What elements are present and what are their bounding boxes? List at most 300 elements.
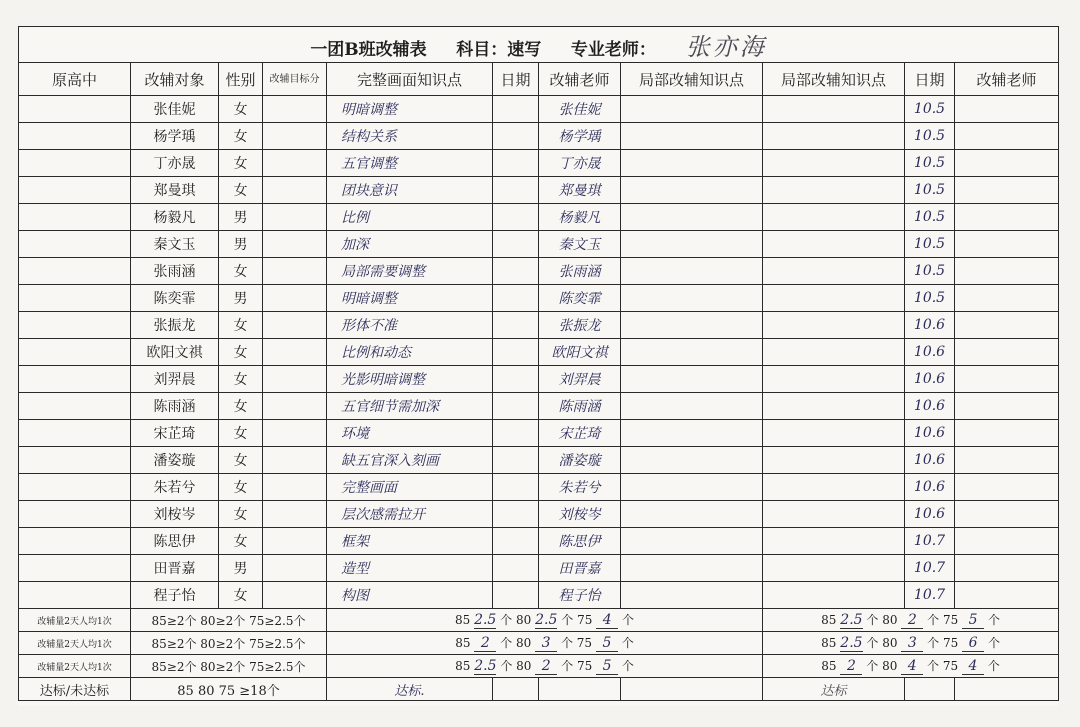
local-point-1 (621, 123, 763, 150)
date-cell (493, 231, 539, 258)
review-date: 10.5 (905, 285, 955, 312)
stat-75-count: 4 (596, 612, 618, 629)
student-gender: 男 (219, 204, 263, 231)
student-signature: 刘桉岑 (539, 501, 621, 528)
review-date: 10.6 (905, 474, 955, 501)
local-point-1 (621, 420, 763, 447)
review-date: 10.6 (905, 339, 955, 366)
local-point-1 (621, 393, 763, 420)
sheet-title: 一团B班改辅表 (310, 40, 427, 60)
student-signature: 杨毅凡 (539, 204, 621, 231)
target-cell (263, 582, 327, 609)
student-signature: 陈雨涵 (539, 393, 621, 420)
student-signature: 陈奕霏 (539, 285, 621, 312)
date-cell (493, 123, 539, 150)
stat-unit: 个 (621, 636, 634, 650)
school-cell (19, 555, 131, 582)
local-point-2 (763, 555, 905, 582)
teacher-cell (955, 393, 1059, 420)
date-cell (493, 420, 539, 447)
school-cell (19, 339, 131, 366)
full-point-note: 构图 (327, 582, 493, 609)
stat-80-count: 2 (535, 658, 557, 675)
stat-unit: 个 (500, 636, 513, 650)
local-point-1 (621, 447, 763, 474)
stat-unit: 个 (927, 659, 940, 673)
review-date: 10.6 (905, 447, 955, 474)
date-cell (493, 393, 539, 420)
local-point-2 (763, 258, 905, 285)
table-row (19, 150, 1059, 177)
table-row (19, 312, 1059, 339)
target-cell (263, 231, 327, 258)
local-point-1 (621, 474, 763, 501)
stat-unit: 个 (500, 659, 513, 673)
stat-85-count: 2.5 (840, 635, 863, 651)
teacher-cell (955, 96, 1059, 123)
full-point-note: 比例和动态 (327, 339, 493, 366)
stat-label: 改辅量2天人均1次 (19, 609, 131, 632)
school-cell (19, 447, 131, 474)
target-cell (263, 150, 327, 177)
stat-85-label: 85 (821, 636, 837, 650)
stat-80-count: 4 (901, 658, 923, 675)
local-point-2 (763, 96, 905, 123)
student-gender: 女 (219, 501, 263, 528)
stat-80-count: 3 (901, 635, 923, 652)
table-row (19, 474, 1059, 501)
local-point-2 (763, 204, 905, 231)
header-local-2: 局部改辅知识点 (763, 63, 905, 96)
stat-80-label: 80 (516, 613, 532, 627)
local-point-2 (763, 528, 905, 555)
teacher-cell (955, 150, 1059, 177)
stat-unit: 个 (927, 613, 940, 627)
header-target: 改辅目标分 (263, 63, 327, 96)
full-point-note: 缺五官深入刻画 (327, 447, 493, 474)
header-row (19, 63, 1059, 96)
student-signature: 杨学瑀 (539, 123, 621, 150)
student-name: 杨毅凡 (131, 204, 219, 231)
student-signature: 程子怡 (539, 582, 621, 609)
table-row (19, 501, 1059, 528)
school-cell (19, 420, 131, 447)
review-date: 10.6 (905, 501, 955, 528)
tutoring-sheet (18, 26, 1058, 706)
target-cell (263, 420, 327, 447)
full-point-note: 形体不准 (327, 312, 493, 339)
local-point-1 (621, 231, 763, 258)
stat-85-count: 2 (474, 635, 496, 652)
student-gender: 女 (219, 123, 263, 150)
target-cell (263, 123, 327, 150)
review-date: 10.5 (905, 123, 955, 150)
date-cell (493, 312, 539, 339)
review-date: 10.5 (905, 96, 955, 123)
stat-target: 85≥2个 80≥2个 75≥2.5个 (131, 609, 327, 632)
stat-75-label: 75 (943, 636, 959, 650)
review-date: 10.7 (905, 555, 955, 582)
school-cell (19, 123, 131, 150)
student-gender: 男 (219, 555, 263, 582)
stat-80-label: 80 (516, 636, 532, 650)
stat-80-label: 80 (882, 659, 898, 673)
local-point-2 (763, 474, 905, 501)
student-name: 宋芷琦 (131, 420, 219, 447)
student-name: 朱若兮 (131, 474, 219, 501)
tutoring-table (18, 26, 1059, 701)
date-cell (493, 528, 539, 555)
student-name: 陈雨涵 (131, 393, 219, 420)
final-right-result: 达标 (763, 678, 905, 701)
full-point-note: 层次感需拉开 (327, 501, 493, 528)
student-gender: 女 (219, 339, 263, 366)
title-cell (19, 27, 1059, 63)
full-point-note: 局部需要调整 (327, 258, 493, 285)
title-row (19, 27, 1059, 63)
student-signature: 潘姿璇 (539, 447, 621, 474)
header-local-1: 局部改辅知识点 (621, 63, 763, 96)
review-date: 10.6 (905, 366, 955, 393)
student-name: 田晋嘉 (131, 555, 219, 582)
student-gender: 女 (219, 528, 263, 555)
local-point-1 (621, 555, 763, 582)
full-point-note: 光影明暗调整 (327, 366, 493, 393)
review-date: 10.7 (905, 582, 955, 609)
stat-80-label: 80 (516, 659, 532, 673)
student-name: 丁亦晟 (131, 150, 219, 177)
stat-85-label: 85 (455, 636, 471, 650)
full-point-note: 环境 (327, 420, 493, 447)
stat-left-counts (327, 655, 763, 678)
teacher-cell (955, 447, 1059, 474)
date-cell (493, 258, 539, 285)
local-point-1 (621, 528, 763, 555)
stat-target: 85≥2个 80≥2个 75≥2.5个 (131, 655, 327, 678)
school-cell (19, 528, 131, 555)
header-date-1: 日期 (493, 63, 539, 96)
full-point-note: 五官调整 (327, 150, 493, 177)
student-signature: 张佳妮 (539, 96, 621, 123)
target-cell (263, 204, 327, 231)
final-left-result: 达标. (327, 678, 493, 701)
student-name: 欧阳文祺 (131, 339, 219, 366)
full-point-note: 比例 (327, 204, 493, 231)
target-cell (263, 393, 327, 420)
stat-unit: 个 (987, 636, 1000, 650)
local-point-2 (763, 393, 905, 420)
stat-row (19, 609, 1059, 632)
target-cell (263, 555, 327, 582)
target-cell (263, 447, 327, 474)
table-row (19, 177, 1059, 204)
student-name: 秦文玉 (131, 231, 219, 258)
student-gender: 女 (219, 366, 263, 393)
final-row (19, 678, 1059, 701)
school-cell (19, 393, 131, 420)
stat-unit: 个 (927, 636, 940, 650)
stat-right-counts (763, 632, 1059, 655)
stat-75-label: 75 (943, 613, 959, 627)
stat-85-label: 85 (821, 613, 837, 627)
local-point-1 (621, 285, 763, 312)
stat-label: 改辅量2天人均1次 (19, 655, 131, 678)
local-point-2 (763, 366, 905, 393)
review-date: 10.5 (905, 231, 955, 258)
local-point-1 (621, 150, 763, 177)
final-empty-5 (955, 678, 1059, 701)
stat-unit: 个 (987, 613, 1000, 627)
date-cell (493, 366, 539, 393)
date-cell (493, 177, 539, 204)
teacher-cell (955, 177, 1059, 204)
table-row (19, 528, 1059, 555)
table-row (19, 420, 1059, 447)
stat-80-count: 2.5 (535, 612, 558, 628)
student-gender: 男 (219, 285, 263, 312)
target-cell (263, 96, 327, 123)
stat-unit: 个 (622, 613, 635, 627)
target-cell (263, 339, 327, 366)
local-point-2 (763, 177, 905, 204)
target-cell (263, 258, 327, 285)
teacher-label: 专业老师： (570, 40, 656, 60)
teacher-cell (955, 501, 1059, 528)
table-row (19, 339, 1059, 366)
stat-85-label: 85 (454, 613, 471, 627)
full-point-note: 明暗调整 (327, 96, 493, 123)
local-point-2 (763, 501, 905, 528)
table-row (19, 123, 1059, 150)
school-cell (19, 231, 131, 258)
target-cell (263, 474, 327, 501)
target-cell (263, 177, 327, 204)
school-cell (19, 177, 131, 204)
student-name: 潘姿璇 (131, 447, 219, 474)
student-name: 刘桉岑 (131, 501, 219, 528)
stat-85-label: 85 (821, 659, 837, 673)
table-row (19, 582, 1059, 609)
local-point-2 (763, 231, 905, 258)
local-point-2 (763, 285, 905, 312)
teacher-cell (955, 285, 1059, 312)
teacher-cell (955, 339, 1059, 366)
stat-75-count: 5 (596, 635, 618, 652)
local-point-2 (763, 312, 905, 339)
student-gender: 女 (219, 96, 263, 123)
table-row (19, 366, 1059, 393)
teacher-cell (955, 528, 1059, 555)
local-point-1 (621, 96, 763, 123)
table-row (19, 555, 1059, 582)
student-name: 张雨涵 (131, 258, 219, 285)
local-point-1 (621, 501, 763, 528)
header-school: 原高中 (19, 63, 131, 96)
header-full-point: 完整画面知识点 (327, 63, 493, 96)
stat-75-count: 6 (962, 635, 984, 652)
student-signature: 郑曼琪 (539, 177, 621, 204)
stat-right-counts (763, 655, 1059, 678)
stat-75-count: 4 (962, 658, 984, 675)
teacher-signature: 张亦海 (685, 33, 767, 61)
table-row (19, 231, 1059, 258)
stat-unit: 个 (866, 613, 879, 627)
local-point-1 (621, 312, 763, 339)
student-name: 刘羿晨 (131, 366, 219, 393)
local-point-1 (621, 582, 763, 609)
stat-80-count: 2 (901, 612, 923, 629)
review-date: 10.5 (905, 150, 955, 177)
school-cell (19, 285, 131, 312)
stat-80-label: 80 (882, 613, 898, 627)
student-gender: 女 (219, 393, 263, 420)
full-point-note: 造型 (327, 555, 493, 582)
date-cell (493, 447, 539, 474)
header-gender: 性别 (219, 63, 263, 96)
date-cell (493, 204, 539, 231)
student-rows (19, 96, 1059, 609)
local-point-2 (763, 150, 905, 177)
full-point-note: 框架 (327, 528, 493, 555)
local-point-2 (763, 420, 905, 447)
stat-label: 改辅量2天人均1次 (19, 632, 131, 655)
local-point-2 (763, 123, 905, 150)
review-date: 10.5 (905, 258, 955, 285)
school-cell (19, 501, 131, 528)
table-row (19, 204, 1059, 231)
school-cell (19, 312, 131, 339)
student-name: 张佳妮 (131, 96, 219, 123)
student-signature: 田晋嘉 (539, 555, 621, 582)
local-point-2 (763, 339, 905, 366)
local-point-2 (763, 447, 905, 474)
school-cell (19, 258, 131, 285)
student-signature: 陈思伊 (539, 528, 621, 555)
student-name: 郑曼琪 (131, 177, 219, 204)
student-gender: 女 (219, 312, 263, 339)
teacher-cell (955, 420, 1059, 447)
student-gender: 女 (219, 474, 263, 501)
stat-80-label: 80 (882, 636, 898, 650)
student-signature: 朱若兮 (539, 474, 621, 501)
final-target: 85 80 75 ≥18个 (131, 678, 327, 701)
stat-75-count: 5 (596, 658, 618, 675)
student-signature: 刘羿晨 (539, 366, 621, 393)
stat-85-count: 2.5 (474, 658, 497, 674)
review-date: 10.7 (905, 528, 955, 555)
date-cell (493, 339, 539, 366)
final-label: 达标/未达标 (19, 678, 131, 701)
table-row (19, 393, 1059, 420)
review-date: 10.6 (905, 312, 955, 339)
school-cell (19, 204, 131, 231)
stat-unit: 个 (987, 659, 1000, 673)
stat-unit: 个 (866, 659, 879, 673)
final-empty-4 (905, 678, 955, 701)
student-name: 张振龙 (131, 312, 219, 339)
header-date-2: 日期 (905, 63, 955, 96)
target-cell (263, 528, 327, 555)
stat-target: 85≥2个 80≥2个 75≥2.5个 (131, 632, 327, 655)
stat-unit: 个 (500, 613, 513, 627)
review-date: 10.5 (905, 204, 955, 231)
full-point-note: 完整画面 (327, 474, 493, 501)
stat-row (19, 655, 1059, 678)
stat-85-label: 85 (455, 659, 471, 673)
student-signature: 张振龙 (539, 312, 621, 339)
stat-unit: 个 (866, 636, 879, 650)
header-teacher-2: 改辅老师 (955, 63, 1059, 96)
student-gender: 女 (219, 447, 263, 474)
stat-85-count: 2 (840, 658, 862, 675)
subject-label: 科目：速写 (456, 40, 542, 60)
teacher-cell (955, 123, 1059, 150)
local-point-1 (621, 177, 763, 204)
stat-right-counts (763, 609, 1059, 632)
stat-left-counts (327, 609, 763, 632)
table-row (19, 285, 1059, 312)
student-gender: 男 (219, 231, 263, 258)
stat-75-count: 5 (962, 612, 984, 629)
date-cell (493, 501, 539, 528)
target-cell (263, 312, 327, 339)
full-point-note: 团块意识 (327, 177, 493, 204)
student-gender: 女 (219, 177, 263, 204)
local-point-1 (621, 366, 763, 393)
stat-unit: 个 (560, 636, 573, 650)
full-point-note: 加深 (327, 231, 493, 258)
student-name: 陈思伊 (131, 528, 219, 555)
stat-85-count: 2.5 (840, 612, 863, 628)
review-date: 10.6 (905, 420, 955, 447)
stat-85-count: 2.5 (474, 612, 497, 628)
student-signature: 宋芷琦 (539, 420, 621, 447)
local-point-1 (621, 258, 763, 285)
target-cell (263, 366, 327, 393)
teacher-cell (955, 474, 1059, 501)
teacher-cell (955, 555, 1059, 582)
review-date: 10.6 (905, 393, 955, 420)
target-cell (263, 285, 327, 312)
date-cell (493, 150, 539, 177)
school-cell (19, 96, 131, 123)
table-row (19, 258, 1059, 285)
local-point-1 (621, 339, 763, 366)
final-empty-2 (539, 678, 621, 701)
student-signature: 丁亦晟 (539, 150, 621, 177)
student-name: 陈奕霏 (131, 285, 219, 312)
student-gender: 女 (219, 582, 263, 609)
stat-75-label: 75 (576, 659, 593, 673)
teacher-cell (955, 258, 1059, 285)
student-signature: 张雨涵 (539, 258, 621, 285)
target-cell (263, 501, 327, 528)
stat-75-label: 75 (576, 636, 593, 650)
final-empty-1 (493, 678, 539, 701)
school-cell (19, 366, 131, 393)
full-point-note: 五官细节需加深 (327, 393, 493, 420)
final-empty-3 (621, 678, 763, 701)
header-teacher-1: 改辅老师 (539, 63, 621, 96)
table-row (19, 447, 1059, 474)
student-gender: 女 (219, 258, 263, 285)
date-cell (493, 474, 539, 501)
local-point-2 (763, 582, 905, 609)
local-point-1 (621, 204, 763, 231)
stat-80-count: 3 (535, 635, 557, 652)
student-name: 杨学瑀 (131, 123, 219, 150)
full-point-note: 结构关系 (327, 123, 493, 150)
